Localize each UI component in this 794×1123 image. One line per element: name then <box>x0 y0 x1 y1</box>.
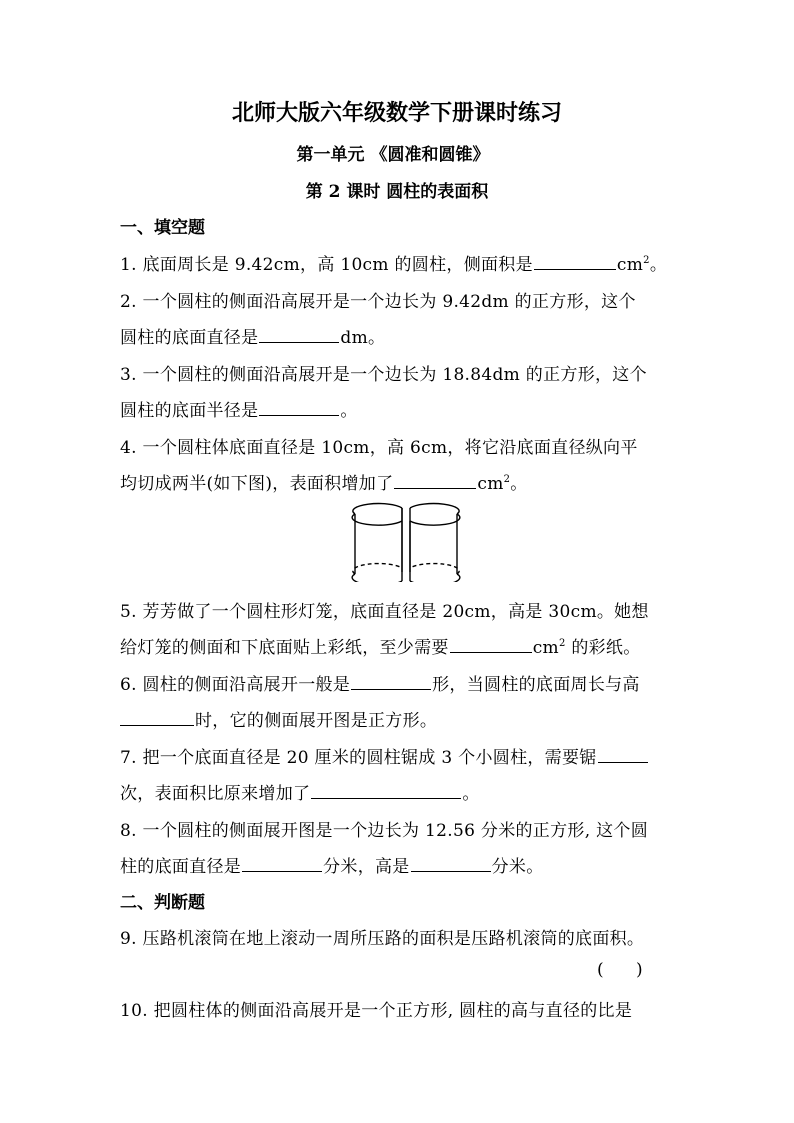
punctuation: 。 <box>649 255 668 275</box>
trailing-text: 的彩纸。 <box>565 638 641 658</box>
answer-blank[interactable] <box>311 780 461 799</box>
question-text: 柱的底面直径是 <box>120 857 242 877</box>
right-top-arc <box>410 504 459 514</box>
question-6-cont <box>120 706 437 731</box>
question-10: 10. 把圆柱体的侧面沿高展开是一个正方形, 圆柱的高与直径的比是 <box>120 1001 633 1021</box>
question-2-cont <box>120 323 385 348</box>
answer-blank[interactable] <box>259 324 339 343</box>
question-4: 4. 一个圆柱体底面直径是 10cm，高 6cm，将它沿底面直径纵向平 <box>120 438 638 458</box>
unit-text: 分米。 <box>491 857 544 877</box>
answer-blank[interactable] <box>259 397 339 416</box>
section-true-false: 二、判断题 <box>120 893 205 913</box>
question-4-cont <box>120 469 528 494</box>
unit-text: cm <box>477 474 504 494</box>
unit-text: cm <box>616 255 644 275</box>
right-bottom-hidden-arc <box>410 564 459 574</box>
left-bottom-hidden-arc <box>353 564 402 574</box>
question-8-cont <box>120 852 544 877</box>
question-2: 2. 一个圆柱的侧面沿高展开是一个边长为 9.42dm 的正方形，这个 <box>120 292 636 312</box>
question-6 <box>120 670 640 695</box>
question-text: 均切成两半(如下图)，表面积增加了 <box>120 474 394 494</box>
answer-blank[interactable] <box>411 853 491 872</box>
question-3: 3. 一个圆柱的侧面沿高展开是一个边长为 18.84dm 的正方形，这个 <box>120 365 647 385</box>
answer-blank[interactable] <box>242 853 322 872</box>
unit-text: dm。 <box>340 328 386 348</box>
question-7 <box>120 743 649 768</box>
answer-blank[interactable] <box>120 707 194 726</box>
superscript: 2 <box>503 474 511 485</box>
question-5-cont <box>120 633 641 658</box>
question-text: 7. 把一个底面直径是 20 厘米的圆柱锯成 3 个小圆柱，需要锯 <box>120 748 597 768</box>
right-top-arc-front <box>410 514 460 525</box>
worksheet-title: 北师大版六年级数学下册课时练习 <box>231 100 562 126</box>
unit-title: 第一单元 《圆准和圆锥》 <box>296 145 490 165</box>
question-text: 时，它的侧面展开图是正方形。 <box>195 711 438 731</box>
answer-blank[interactable] <box>351 671 431 690</box>
right-bottom-arc <box>410 574 460 582</box>
answer-blank[interactable] <box>598 744 648 763</box>
answer-parentheses[interactable]: ( ) <box>597 960 643 980</box>
answer-blank[interactable] <box>534 251 616 270</box>
question-text: 圆柱的底面直径是 <box>120 328 259 348</box>
question-text: 6. 圆柱的侧面沿高展开一般是 <box>120 675 351 695</box>
answer-blank[interactable] <box>450 634 532 653</box>
question-9: 9. 压路机滚筒在地上滚动一周所压路的面积是压路机滚筒的底面积。 <box>120 929 645 949</box>
section-fill-in: 一、填空题 <box>120 218 205 238</box>
answer-blank[interactable] <box>394 470 476 489</box>
punctuation: 。 <box>510 474 528 494</box>
question-text: 次，表面积比原来增加了 <box>120 784 311 804</box>
superscript: 2 <box>643 255 650 266</box>
lesson-title: 第 2 课时 圆柱的表面积 <box>305 182 489 202</box>
question-1 <box>120 250 667 275</box>
question-text: 圆柱的底面半径是 <box>120 401 259 421</box>
question-8: 8. 一个圆柱的侧面展开图是一个边长为 12.56 分米的正方形, 这个圆 <box>120 821 649 841</box>
left-top-arc-front <box>352 514 402 525</box>
question-text: 形，当圆柱的底面周长与高 <box>432 675 640 695</box>
half-cylinders-figure <box>350 500 462 582</box>
question-text: 分米，高是 <box>323 857 410 877</box>
question-3-cont <box>120 396 358 421</box>
left-top-arc <box>353 504 402 514</box>
left-bottom-arc <box>352 574 402 582</box>
punctuation: 。 <box>340 401 358 421</box>
superscript: 2 <box>558 638 566 649</box>
punctuation: 。 <box>462 784 480 804</box>
question-7-cont <box>120 779 480 804</box>
question-text: 给灯笼的侧面和下底面贴上彩纸，至少需要 <box>120 638 449 658</box>
unit-text: cm <box>532 638 559 658</box>
question-5: 5. 芳芳做了一个圆柱形灯笼，底面直径是 20cm，高是 30cm。她想 <box>120 602 649 622</box>
question-text: 1. 底面周长是 9.42cm，高 10cm 的圆柱，侧面积是 <box>120 255 533 275</box>
